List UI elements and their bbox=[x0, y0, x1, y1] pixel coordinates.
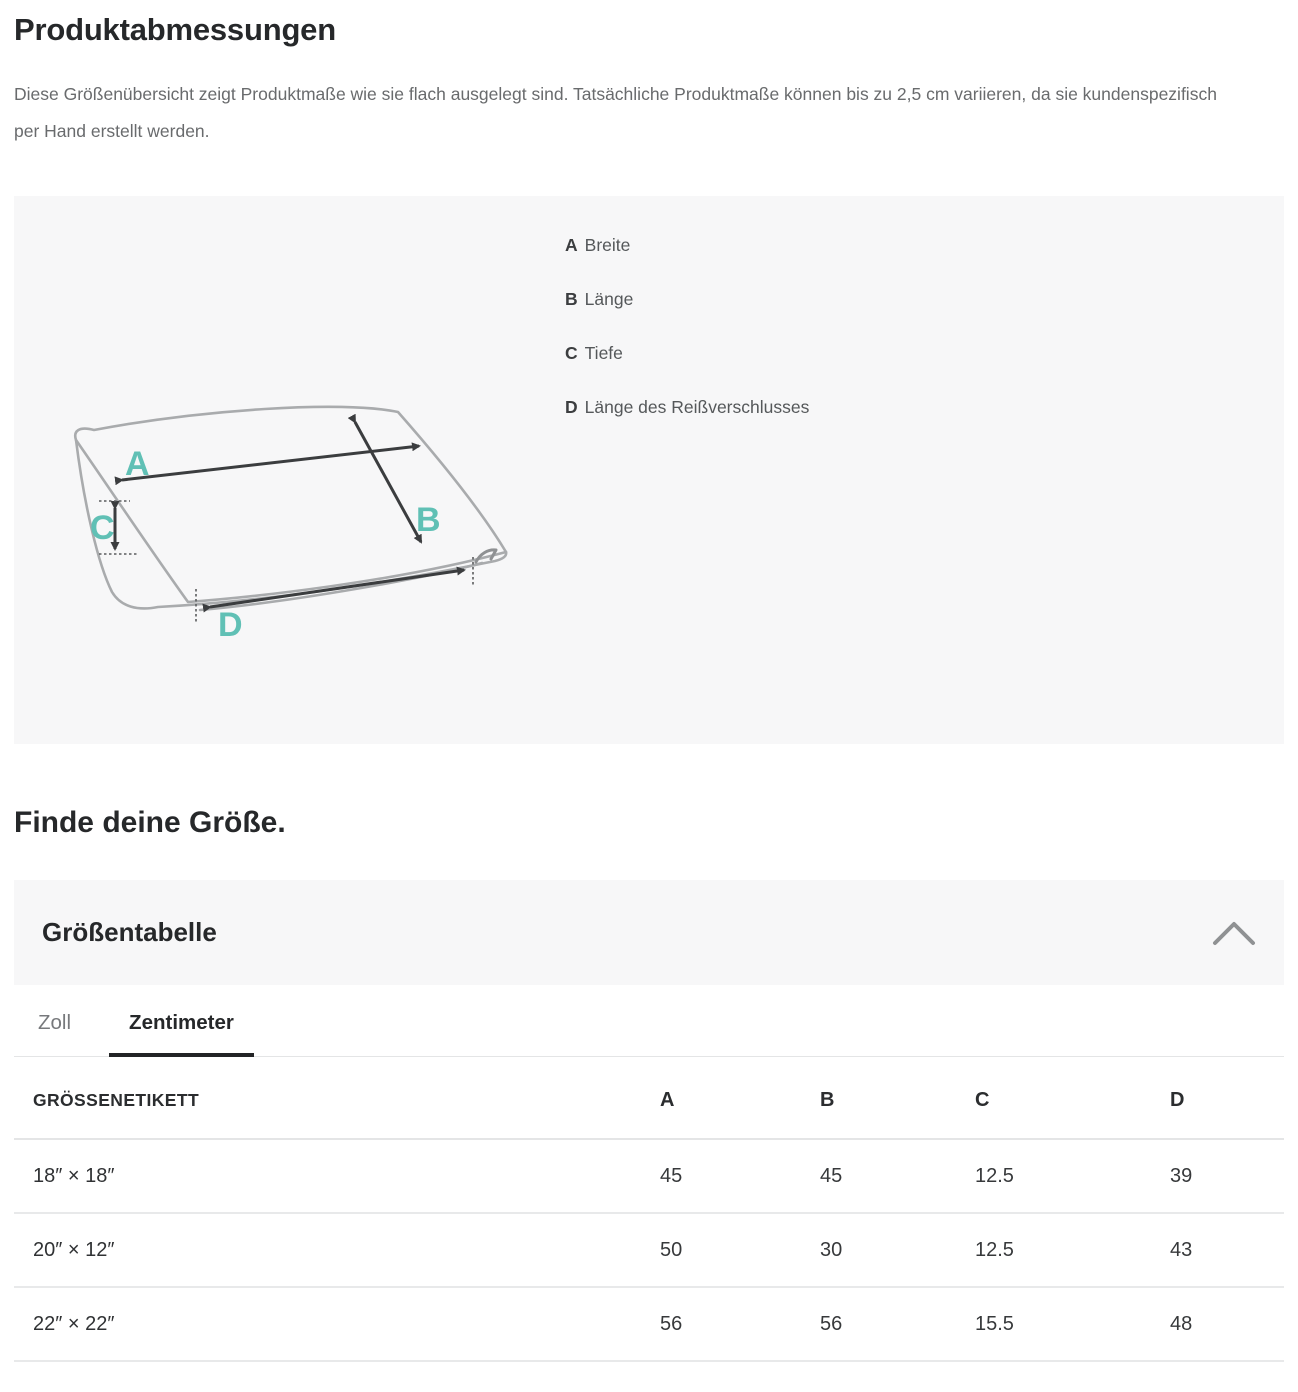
marker-b-label: B bbox=[416, 501, 441, 539]
page-description: Diese Größenübersicht zeigt Produktmaße wie sie flach ausgelegt sind. Tatsächliche Produktmaße können bis zu 2,5 cm variieren, da sie kundenspezifisch per Hand erstellt werden. bbox=[14, 84, 1217, 141]
pillow-outline bbox=[75, 407, 506, 610]
dimensions-diagram-panel bbox=[14, 196, 1284, 744]
value-b: 30 bbox=[820, 1238, 843, 1261]
chevron-up-icon[interactable] bbox=[1212, 920, 1256, 946]
arrow-a bbox=[122, 446, 419, 480]
column-header-a: A bbox=[660, 1089, 675, 1111]
pillow-diagram bbox=[50, 394, 530, 644]
size-table bbox=[14, 1057, 1284, 1362]
legend-label-a: Breite bbox=[584, 235, 631, 255]
dimension-letters bbox=[90, 445, 441, 644]
value-d: 48 bbox=[1170, 1312, 1193, 1335]
find-size-heading: Finde deine Größe. bbox=[14, 806, 286, 839]
legend-item-b bbox=[565, 272, 809, 326]
legend-key-b: B bbox=[565, 289, 578, 309]
diagram-legend bbox=[565, 218, 809, 434]
legend-label-c: Tiefe bbox=[584, 343, 623, 363]
size-chart-accordion-header[interactable] bbox=[14, 880, 1284, 985]
size-label: 22″ × 22″ bbox=[33, 1312, 115, 1335]
legend-key-a: A bbox=[565, 235, 578, 255]
size-label: 20″ × 12″ bbox=[33, 1238, 115, 1261]
legend-item-d bbox=[565, 380, 809, 434]
value-a: 56 bbox=[660, 1312, 683, 1335]
legend-label-b: Länge bbox=[584, 289, 634, 309]
column-header-label: GRÖSSENETIKETT bbox=[33, 1090, 200, 1110]
size-label: 18″ × 18″ bbox=[33, 1164, 115, 1187]
arrow-b bbox=[355, 422, 421, 542]
value-b: 45 bbox=[820, 1164, 843, 1187]
legend-item-c bbox=[565, 326, 809, 380]
table-row bbox=[14, 1139, 1284, 1213]
legend-label-d: Länge des Reißverschlusses bbox=[584, 397, 810, 417]
value-c: 15.5 bbox=[975, 1312, 1014, 1335]
table-row bbox=[14, 1287, 1284, 1361]
value-d: 43 bbox=[1170, 1238, 1193, 1261]
marker-d-label: D bbox=[218, 606, 243, 644]
marker-a-label: A bbox=[125, 445, 150, 483]
column-header-d: D bbox=[1170, 1089, 1185, 1111]
size-table-header-row bbox=[14, 1057, 1284, 1139]
column-header-c: C bbox=[975, 1089, 990, 1111]
arrow-d bbox=[210, 570, 464, 607]
size-chart-section bbox=[14, 880, 1284, 1362]
value-a: 50 bbox=[660, 1238, 683, 1261]
value-c: 12.5 bbox=[975, 1238, 1014, 1261]
tab-zoll[interactable]: Zoll bbox=[18, 985, 91, 1057]
value-d: 39 bbox=[1170, 1164, 1193, 1187]
size-chart-title: Größentabelle bbox=[42, 917, 217, 947]
column-header-b: B bbox=[820, 1089, 835, 1111]
legend-item-a bbox=[565, 218, 809, 272]
marker-c-label: C bbox=[90, 509, 115, 547]
page-title: Produktabmessungen bbox=[14, 12, 336, 47]
value-a: 45 bbox=[660, 1164, 683, 1187]
legend-key-d: D bbox=[565, 397, 578, 417]
tab-zentimeter[interactable]: Zentimeter bbox=[109, 985, 254, 1057]
value-c: 12.5 bbox=[975, 1164, 1014, 1187]
unit-tabs bbox=[14, 985, 1284, 1057]
value-b: 56 bbox=[820, 1312, 843, 1335]
table-row bbox=[14, 1213, 1284, 1287]
legend-key-c: C bbox=[565, 343, 578, 363]
